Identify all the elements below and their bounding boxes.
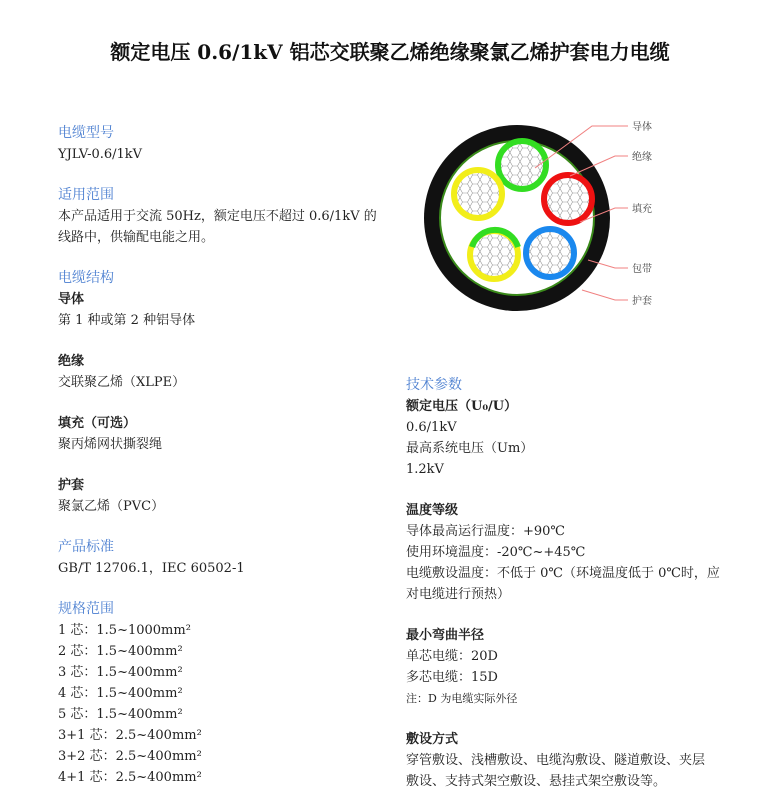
conductor-label: 导体 [58, 292, 85, 307]
scope-line: 线路中，供输配电能之用。 [58, 230, 215, 245]
max-voltage-label: 最高系统电压（Um） [406, 441, 534, 456]
insulation-label: 绝缘 [58, 354, 85, 369]
standard-value: GB/T 12706.1，IEC 60502-1 [58, 561, 245, 576]
rated-voltage-value: 0.6/1kV [406, 420, 457, 435]
left-column [58, 123, 377, 788]
tech-heading: 技术参数 [406, 377, 462, 393]
range-heading: 规格范围 [58, 601, 114, 617]
temp-line: 导体最高运行温度：+90℃ [406, 524, 565, 539]
bend-line: 多芯电缆：15D [406, 670, 498, 685]
laying-line: 敷设、支持式架空敷设、悬挂式架空敷设等。 [406, 774, 667, 789]
scope-heading: 适用范围 [58, 187, 114, 203]
core-yellow [454, 170, 502, 218]
core-blue [526, 229, 574, 277]
label-tape: 包带 [632, 264, 652, 275]
label-conductor: 导体 [632, 122, 652, 133]
sheath-label: 护套 [58, 478, 85, 493]
conductor-value: 第 1 种或第 2 种铝导体 [58, 313, 196, 328]
range-item: 4 芯：1.5~400mm² [58, 686, 183, 701]
bend-note: 注：D 为电缆实际外径 [406, 692, 518, 705]
model-value: YJLV-0.6/1kV [58, 147, 143, 162]
filler-value: 聚丙烯网状撕裂绳 [58, 437, 163, 452]
standard-heading: 产品标准 [58, 539, 114, 555]
cable-cross-section-diagram [410, 112, 680, 312]
core-earth [470, 230, 518, 279]
bend-heading: 最小弯曲半径 [406, 628, 485, 643]
filler-label: 填充（可选） [58, 416, 137, 431]
label-insulation: 绝缘 [632, 152, 652, 163]
temp-line: 对电缆进行预热） [406, 587, 511, 602]
bend-line: 单芯电缆：20D [406, 649, 498, 664]
range-item: 2 芯：1.5~400mm² [58, 644, 183, 659]
temp-line: 电缆敷设温度：不低于 0℃（环境温度低于 0℃时，应 [406, 566, 720, 581]
range-item: 1 芯：1.5~1000mm² [58, 623, 191, 638]
max-voltage-value: 1.2kV [406, 462, 444, 477]
range-item: 3+1 芯：2.5~400mm² [58, 728, 202, 743]
range-item: 4+1 芯：2.5~400mm² [58, 770, 202, 785]
model-heading: 电缆型号 [58, 125, 114, 141]
structure-heading: 电缆结构 [58, 270, 114, 286]
range-item: 3+2 芯：2.5~400mm² [58, 749, 202, 764]
laying-heading: 敷设方式 [406, 732, 459, 747]
scope-line: 本产品适用于交流 50Hz，额定电压不超过 0.6/1kV 的 [58, 209, 377, 224]
sheath-value: 聚氯乙烯（PVC） [58, 499, 165, 514]
core-red [544, 175, 592, 223]
page-title: 额定电压 0.6/1kV 铝芯交联聚乙烯绝缘聚氯乙烯护套电力电缆 [110, 40, 670, 64]
label-sheath: 护套 [632, 296, 652, 307]
temp-line: 使用环境温度：-20℃~+45℃ [406, 545, 586, 560]
temp-heading: 温度等级 [406, 503, 459, 518]
label-filler: 填充 [632, 204, 652, 215]
range-item: 5 芯：1.5~400mm² [58, 707, 183, 722]
laying-line: 穿管敷设、浅槽敷设、电缆沟敷设、隧道敷设、夹层 [406, 753, 706, 768]
right-column [406, 375, 720, 792]
range-item: 3 芯：1.5~400mm² [58, 665, 183, 680]
insulation-value: 交联聚乙烯（XLPE） [58, 375, 186, 390]
rated-voltage-label: 额定电压（U₀/U） [406, 399, 518, 414]
